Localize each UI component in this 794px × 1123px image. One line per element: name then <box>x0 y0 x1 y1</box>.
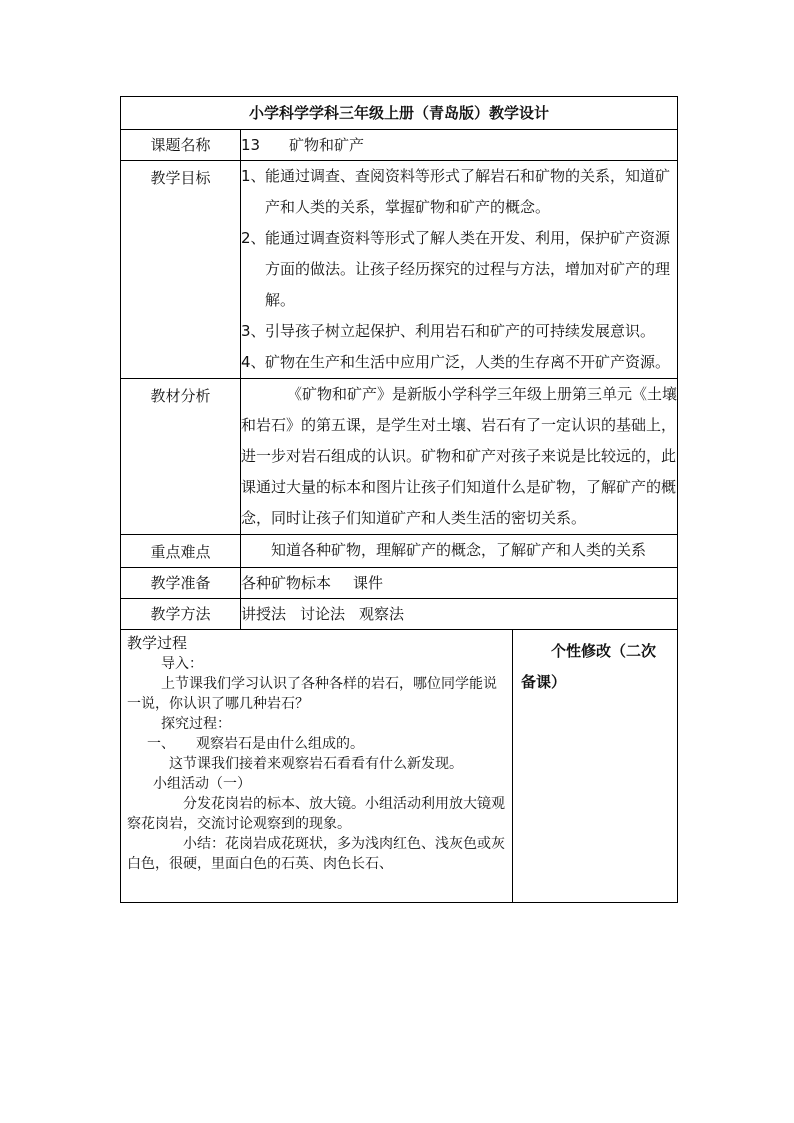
lesson-plan-document <box>120 96 677 903</box>
analysis-text: 《矿物和矿产》是新版小学科学三年级上册第三单元《土壤和岩石》的第五课，是学生对土壤、岩石有了一定认识的基础上，进一步对岩石组成的认识。矿物和矿产对孩子来说是比较远的，此课通过大量的标本和图片让孩子们知道什么是矿物，了解矿产的概念，同时让孩子们知道矿产和人类生活的密切关系。 <box>241 379 678 535</box>
goal-item <box>241 347 677 378</box>
goals-row <box>121 161 678 379</box>
method-item: 讨论法 <box>300 605 346 623</box>
prep-item: 课件 <box>353 574 384 592</box>
prep-label: 教学准备 <box>121 568 241 599</box>
goal-number: 3、 <box>241 322 266 340</box>
process-content <box>121 630 512 902</box>
method-cell <box>241 599 678 630</box>
process-line: 这节课我们接着来观察岩石看看有什么新发现。 <box>169 756 463 772</box>
topic-number: 13 <box>241 136 261 154</box>
process-heading: 教学过程 <box>127 634 188 652</box>
goal-item <box>241 161 677 223</box>
goal-text: 能通过调查、查阅资料等形式了解岩石和矿物的关系，知道矿产和人类的关系，掌握矿物和矿产的概念。 <box>265 167 671 216</box>
topic-label: 课题名称 <box>121 130 241 161</box>
method-item: 讲授法 <box>241 605 287 623</box>
personal-revision-cell <box>513 630 678 903</box>
process-line: 分发花岗岩的标本、放大镜。小组活动利用放大镜观察花岗岩，交流讨论观察到的现象。 <box>127 796 505 832</box>
goals-cell <box>241 161 678 379</box>
analysis-label: 教材分析 <box>121 379 241 535</box>
topic-name: 矿物和矿产 <box>289 136 365 154</box>
key-points-row <box>121 535 678 568</box>
process-line: 上节课我们学习认识了各种各样的岩石，哪位同学能说一说，你认识了哪几种岩石？ <box>127 676 497 712</box>
key-points-label: 重点难点 <box>121 535 241 568</box>
personal-revision-line: 个性修改（二次 <box>551 642 657 660</box>
goal-text: 能通过调查资料等形式了解人类在开发、利用，保护矿产资源方面的做法。让孩子经历探究的过程与方法，增加对矿产的理解。 <box>265 229 671 309</box>
prep-row <box>121 568 678 599</box>
key-points-text: 知道各种矿物，理解矿产的概念，了解矿产和人类的关系 <box>241 535 678 568</box>
goal-item <box>241 223 677 316</box>
goal-number: 2、 <box>241 229 266 247</box>
process-line: 小组活动（一） <box>153 776 251 792</box>
process-cell <box>121 630 513 903</box>
prep-cell <box>241 568 678 599</box>
prep-item: 各种矿物标本 <box>241 574 332 592</box>
goal-number: 1、 <box>241 167 266 185</box>
goal-item <box>241 316 677 347</box>
method-item: 观察法 <box>359 605 405 623</box>
method-row <box>121 599 678 630</box>
process-line: 一、 观察岩石是由什么组成的。 <box>147 736 364 752</box>
process-lines <box>127 654 506 874</box>
goals-label: 教学目标 <box>121 161 241 379</box>
topic-cell <box>241 130 678 161</box>
process-line: 小结：花岗岩成花斑状，多为浅肉红色、浅灰色或灰白色，很硬，里面白色的石英、肉色长石、 <box>127 836 505 872</box>
document-title: 小学科学学科三年级上册（青岛版）教学设计 <box>121 97 678 130</box>
analysis-row <box>121 379 678 535</box>
method-label: 教学方法 <box>121 599 241 630</box>
topic-row <box>121 130 678 161</box>
goal-number: 4、 <box>241 353 266 371</box>
goal-text: 引导孩子树立起保护、利用岩石和矿产的可持续发展意识。 <box>265 322 656 340</box>
personal-revision-heading <box>513 630 677 698</box>
goal-text: 矿物在生产和生活中应用广泛，人类的生存离不开矿产资源。 <box>265 353 671 371</box>
process-row <box>121 630 678 903</box>
process-line: 探究过程： <box>161 716 231 732</box>
personal-revision-line: 备课） <box>521 673 567 691</box>
lesson-plan-table <box>120 96 678 903</box>
process-line: 导入： <box>161 656 203 672</box>
